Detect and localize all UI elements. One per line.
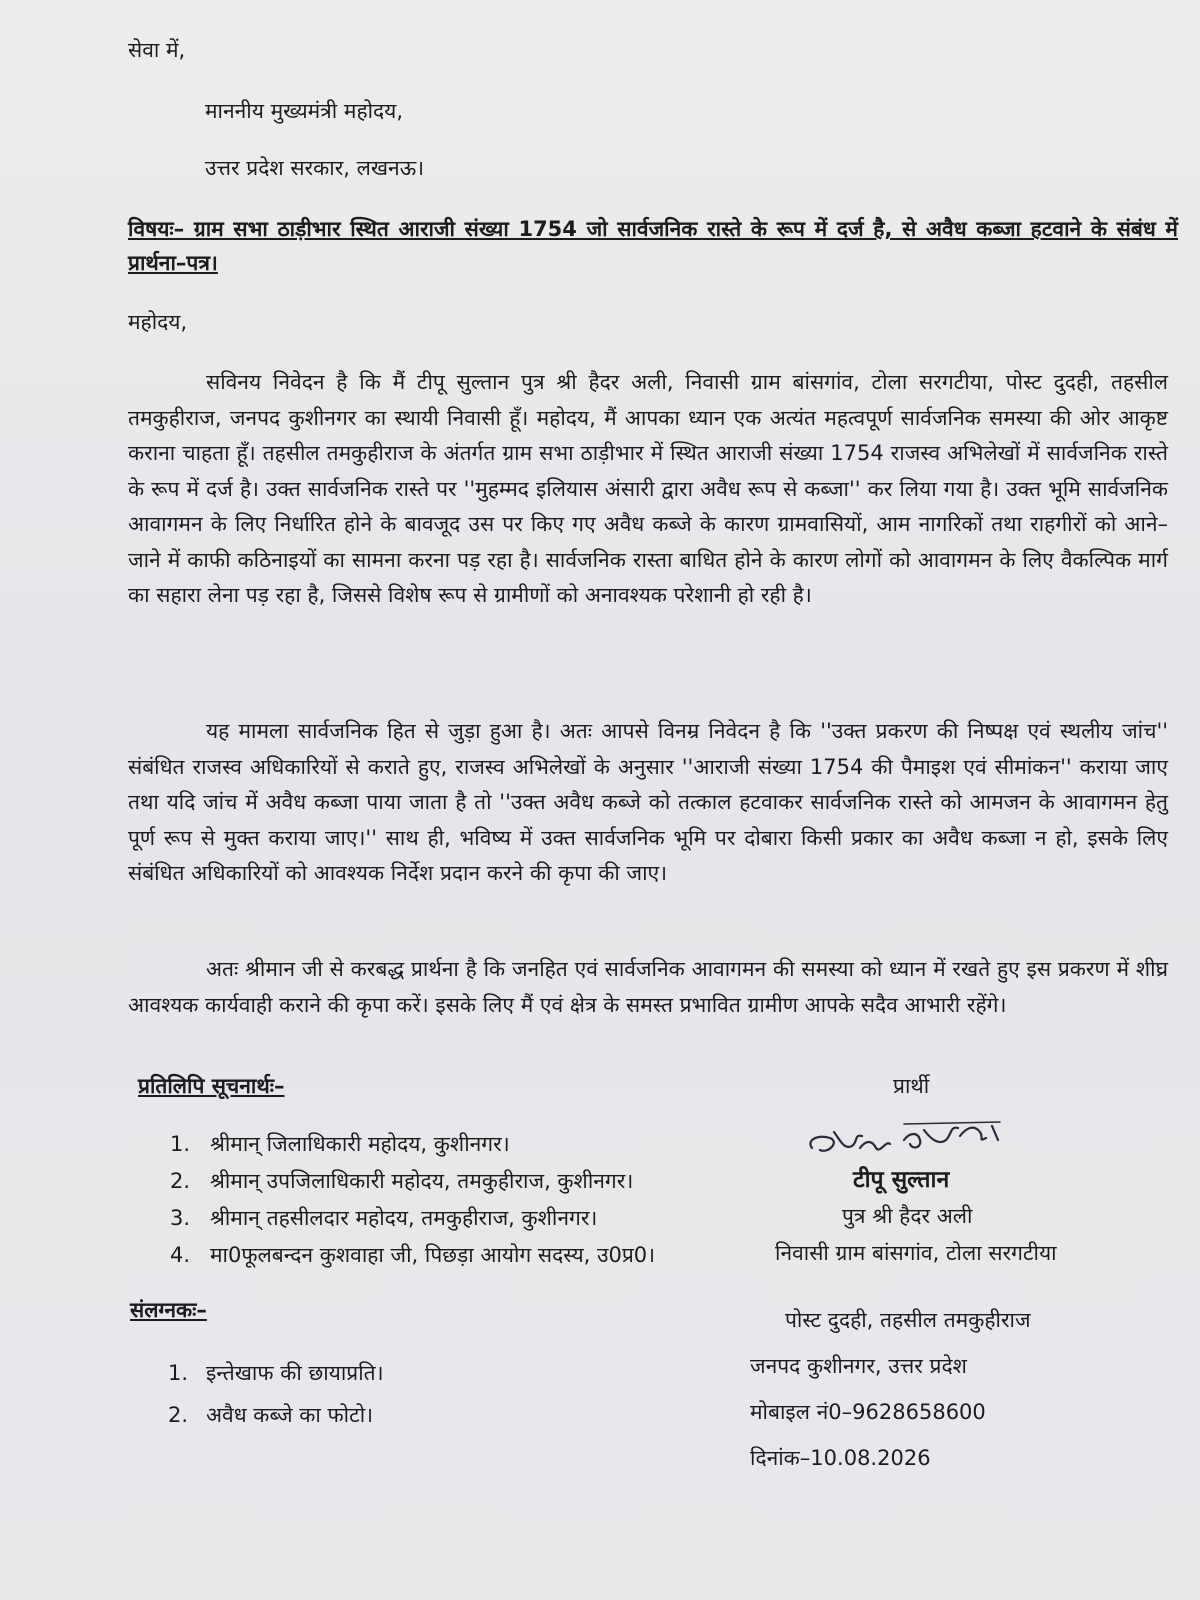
list-item bbox=[168, 1352, 384, 1394]
list-item-number: 2. bbox=[170, 1169, 191, 1193]
list-item-text: श्रीमान् जिलाधिकारी महोदय, कुशीनगर। bbox=[210, 1132, 510, 1156]
body-paragraph-1: सविनय निवेदन है कि मैं टीपू सुल्तान पुत्र श्री हैदर अली, निवासी ग्राम बांसगांव, टोला सरगटीया, पोस्ट दुदही, तहसील तमकुहीराज, जनपद कुशीनगर का स्थायी निवासी हूँ। महोदय, मैं आपका ध्यान एक अत्यंत महत्वपूर्ण सार्वजनिक समस्या की ओर आकृष्ट कराना चाहता हूँ। तहसील तमकुहीराज के अंतर्गत ग्राम सभा ठाड़ीभार में स्थित आराजी संख्या 1754 राजस्व अभिलेखों में सार्वजनिक रास्ते के रूप में दर्ज है। उक्त सार्वजनिक रास्ते पर ''मुहम्मद इलियास अंसारी द्वारा अवैध रूप से कब्जा'' कर लिया गया है। उक्त भूमि सार्वजनिक आवागमन के लिए निर्धारित होने के बावजूद उस पर किए गए अवैध कब्जे के कारण ग्रामवासियों, आम नागरिकों तथा राहगीरों को आने–जाने में काफी कठिनाइयों का सामना करना पड़ रहा है। सार्वजनिक रास्ता बाधित होने के कारण लोगों को आवागमन के लिए वैकल्पिक मार्ग का सहारा लेना पड़ रहा है, जिससे विशेष रूप से ग्रामीणों को अनावश्यक परेशानी हो रही है। bbox=[128, 370, 1168, 607]
list-item bbox=[170, 1200, 655, 1237]
attachments-heading: संलग्नकः– bbox=[130, 1298, 207, 1322]
sender-district: जनपद कुशीनगर, उत्तर प्रदेश bbox=[750, 1354, 967, 1378]
body-paragraph-2: यह मामला सार्वजनिक हित से जुड़ा हुआ है। अतः आपसे विनम्र निवेदन है कि ''उक्त प्रकरण की निष्पक्ष एवं स्थलीय जांच'' संबंधित राजस्व अधिकारियों से कराते हुए, राजस्व अभिलेखों के अनुसार ''आराजी संख्या 1754 की पैमाइश एवं सीमांकन'' कराया जाए तथा यदि जांच में अवैध कब्जा पाया जाता है तो ''उक्त अवैध कब्जे को तत्काल हटवाकर सार्वजनिक रास्ते को आमजन के आवागमन हेतु पूर्ण रूप से मुक्त कराया जाए।'' साथ ही, भविष्य में उक्त सार्वजनिक भूमि पर दोबारा किसी प्रकार का अवैध कब्जा न हो, इसके लिए संबंधित अधिकारियों को आवश्यक निर्देश प्रदान करने की कृपा की जाए। bbox=[128, 719, 1168, 885]
list-item bbox=[170, 1163, 655, 1200]
sender-post: पोस्ट दुदही, तहसील तमकुहीराज bbox=[785, 1308, 1031, 1332]
list-item-number: 1. bbox=[170, 1132, 191, 1156]
list-item-text: इन्तेखाफ की छायाप्रति। bbox=[206, 1361, 384, 1385]
addressee-line-2: उत्तर प्रदेश सरकार, लखनऊ। bbox=[205, 156, 425, 180]
cc-list bbox=[170, 1126, 655, 1274]
list-item-text: श्रीमान् तहसीलदार महोदय, तमकुहीराज, कुशीनगर। bbox=[210, 1206, 598, 1230]
list-item-text: मा0फूलबन्दन कुशवाहा जी, पिछड़ा आयोग सदस्य, उ0प्र0। bbox=[210, 1243, 656, 1267]
list-item-text: अवैध कब्जे का फोटो। bbox=[206, 1403, 374, 1427]
subject-line: विषयः– ग्राम सभा ठाड़ीभार स्थित आराजी संख्या 1754 जो सार्वजनिक रास्ते के रूप में दर्ज है, से अवैध कब्जा हटवाने के संबंध में प्रार्थना–पत्र। bbox=[128, 217, 1178, 275]
salutation: सेवा में, bbox=[128, 38, 186, 62]
body-paragraph-3: अतः श्रीमान जी से करबद्ध प्रार्थना है कि जनहित एवं सार्वजनिक आवागमन की समस्या को ध्यान में रखते हुए इस प्रकरण में शीघ्र आवश्यक कार्यवाही कराने की कृपा करें। इसके लिए मैं एवं क्षेत्र के समस्त प्रभावित ग्रामीण आपके सदैव आभारी रहेंगे। bbox=[128, 957, 1168, 1017]
list-item-number: 1. bbox=[168, 1361, 189, 1385]
cc-heading: प्रतिलिपि सूचनार्थः– bbox=[138, 1074, 285, 1098]
list-item bbox=[168, 1394, 384, 1436]
sender-mobile: मोबाइल नं0–9628658600 bbox=[750, 1400, 986, 1424]
attachments-list bbox=[168, 1352, 384, 1436]
list-item-number: 4. bbox=[170, 1243, 191, 1267]
list-item bbox=[170, 1237, 655, 1274]
list-item bbox=[170, 1126, 655, 1163]
applicant-name: टीपू सुल्तान bbox=[853, 1167, 950, 1193]
sender-village: निवासी ग्राम बांसगांव, टोला सरगटीया bbox=[775, 1241, 1057, 1265]
list-item-number: 2. bbox=[168, 1403, 189, 1427]
addressee-line-1: माननीय मुख्यमंत्री महोदय, bbox=[205, 99, 404, 123]
sender-father: पुत्र श्री हैदर अली bbox=[842, 1204, 973, 1228]
list-item-text: श्रीमान् उपजिलाधिकारी महोदय, तमकुहीराज, कुशीनगर। bbox=[210, 1169, 634, 1193]
handwritten-signature bbox=[800, 1110, 1020, 1170]
greeting: महोदय, bbox=[128, 310, 188, 334]
sender-details bbox=[775, 1198, 1057, 1272]
letter-date: दिनांक–10.08.2026 bbox=[750, 1446, 931, 1470]
applicant-label: प्रार्थी bbox=[893, 1074, 930, 1098]
sender-contact bbox=[750, 1297, 1031, 1481]
list-item-number: 3. bbox=[170, 1206, 191, 1230]
